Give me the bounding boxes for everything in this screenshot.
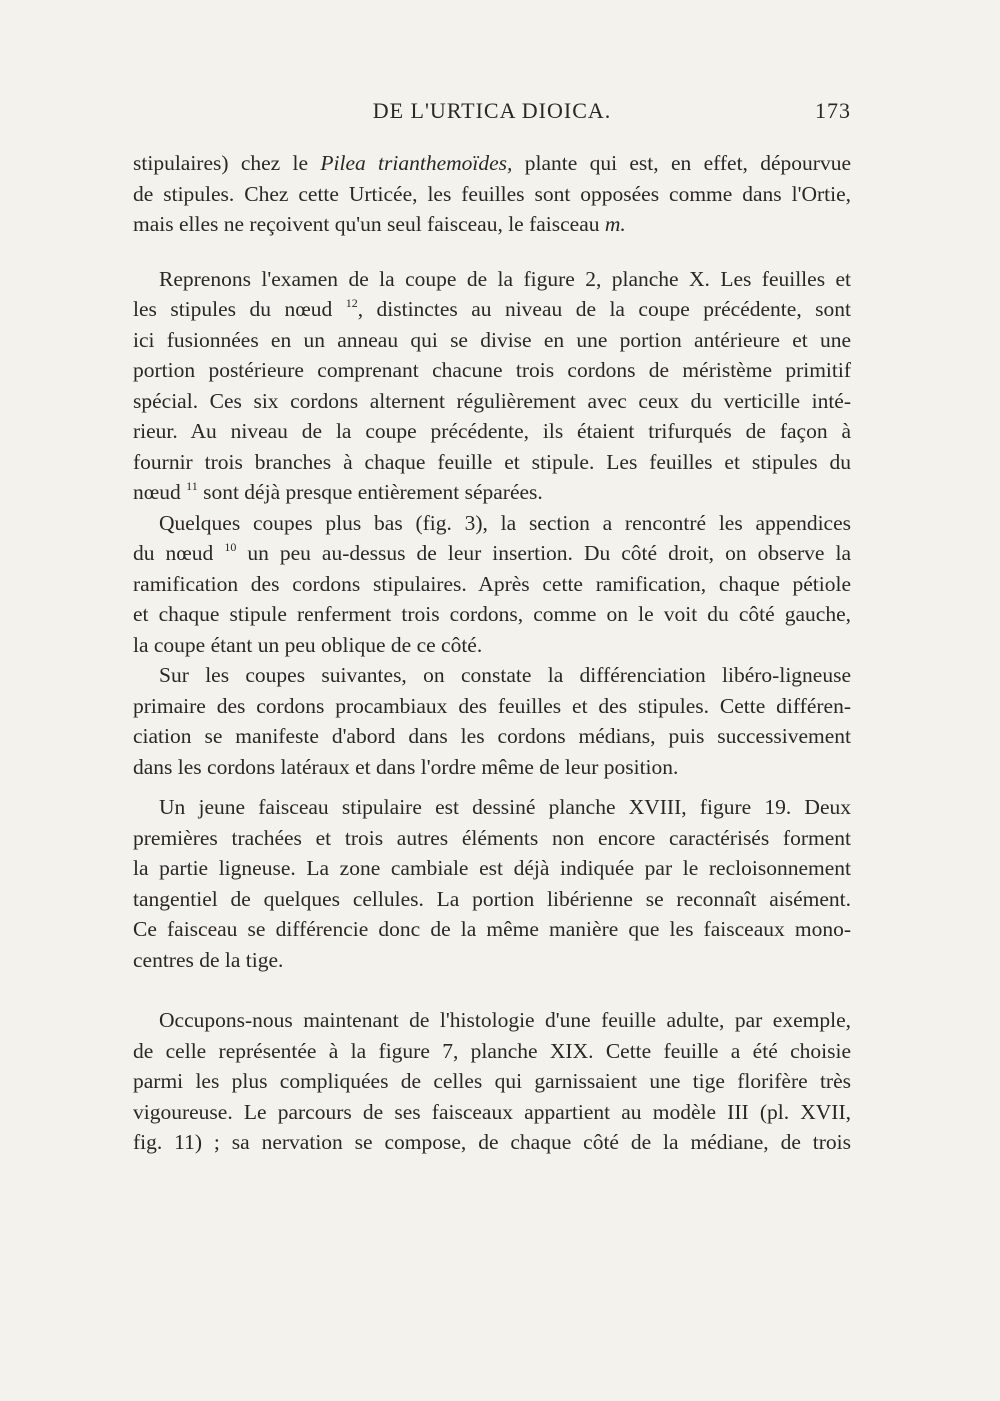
text-line: et chaque stipule renferment trois cordons, comme on le voit du côté gauche, — [133, 602, 851, 626]
page-number: 173 — [815, 98, 851, 123]
text-line: fournir trois branches à chaque feuille et stipule. Les feuilles et stipules du — [133, 449, 851, 474]
taxon-name: Pilea trianthemoïdes, — [320, 151, 513, 175]
text-line: de celle représentée à la figure 7, planche XIX. Cette feuille a été choisie — [133, 1038, 851, 1063]
text-line: de stipules. Chez cette Urticée, les feuilles sont opposées comme dans l'Ortie, — [133, 181, 851, 206]
text-line: vigoureuse. Le parcours de ses faisceaux appartient au modèle III (pl. XVII, — [133, 1099, 851, 1124]
text-line: portion postérieure comprenant chacune trois cordons de méristème primitif — [133, 358, 851, 382]
text-line: nœud $^{11}$ sont déjà presque entièrement séparées. — [133, 479, 543, 504]
text-line: Occupons-nous maintenant de l'histologie d'une feuille adulte, par exemple, — [159, 1008, 851, 1032]
section-gap — [133, 975, 851, 1005]
paragraph-gap — [133, 782, 851, 792]
text-line: Un jeune faisceau stipulaire est dessiné planche XVIII, figure 19. Deux — [159, 795, 851, 819]
text-line: mais elles ne reçoivent qu'un seul faisceau, le faisceau m. — [133, 212, 626, 236]
text-line: Quelques coupes plus bas (fig. 3), la section a rencontré les appendices — [159, 510, 851, 535]
text-line: du nœud $^{10}$ un peu au-dessus de leur insertion. Du côté droit, on observe la — [133, 540, 851, 565]
text-line: parmi les plus compliquées de celles qui garnissaient une tige florifère très — [133, 1069, 851, 1093]
text-line: Sur les coupes suivantes, on constate la différenciation libéro-ligneuse — [159, 663, 851, 687]
body-text — [133, 148, 851, 1158]
text-line: centres de la tige. — [133, 947, 284, 972]
text-line: ici fusionnées en un anneau qui se divise en une portion antérieure et une — [133, 327, 851, 352]
text-line: rieur. Au niveau de la coupe précédente, ils étaient trifurqués de façon à — [133, 419, 851, 443]
text-line: les stipules du nœud $^{12}$, distinctes au niveau de la coupe précédente, sont — [133, 296, 851, 321]
node-number: 10 — [224, 540, 237, 554]
node-number: 12 — [345, 296, 358, 310]
running-title: DE L'URTICA DIOICA. — [372, 98, 612, 123]
node-number: 11 — [186, 479, 198, 493]
text-line: Ce faisceau se différencie donc de la même manière que les faisceaux mono- — [133, 917, 851, 941]
text-line: stipulaires) chez le Pilea trianthemoïdes, plante qui est, en effet, dépourvue — [133, 151, 851, 175]
text-line: fig. 11) ; sa nervation se compose, de chaque côté de la médiane, de trois — [133, 1130, 851, 1154]
text-line: ramification des cordons stipulaires. Après cette ramification, chaque pétiole — [133, 571, 851, 596]
text-line: la coupe étant un peu oblique de ce côté. — [133, 632, 483, 657]
text-line: Reprenons l'examen de la coupe de la figure 2, planche X. Les feuilles et — [159, 266, 851, 291]
text-line: dans les cordons latéraux et dans l'ordre même de leur position. — [133, 754, 679, 779]
text-line: premières trachées et trois autres éléments non encore caractérisés forment — [133, 825, 851, 850]
text-line: ciation se manifeste d'abord dans les cordons médians, puis successivement — [133, 724, 851, 748]
paragraph-gap — [133, 240, 851, 264]
text-line: tangentiel de quelques cellules. La portion libérienne se reconnaît aisément. — [133, 886, 851, 911]
bundle-label: m. — [604, 212, 626, 236]
text-line: primaire des cordons procambiaux des feuilles et des stipules. Cette différen- — [133, 693, 851, 718]
running-head — [133, 98, 851, 132]
text-line: spécial. Ces six cordons alternent régulièrement avec ceux du verticille inté- — [133, 388, 851, 413]
text-line: la partie ligneuse. La zone cambiale est déjà indiquée par le recloisonnement — [133, 856, 851, 880]
